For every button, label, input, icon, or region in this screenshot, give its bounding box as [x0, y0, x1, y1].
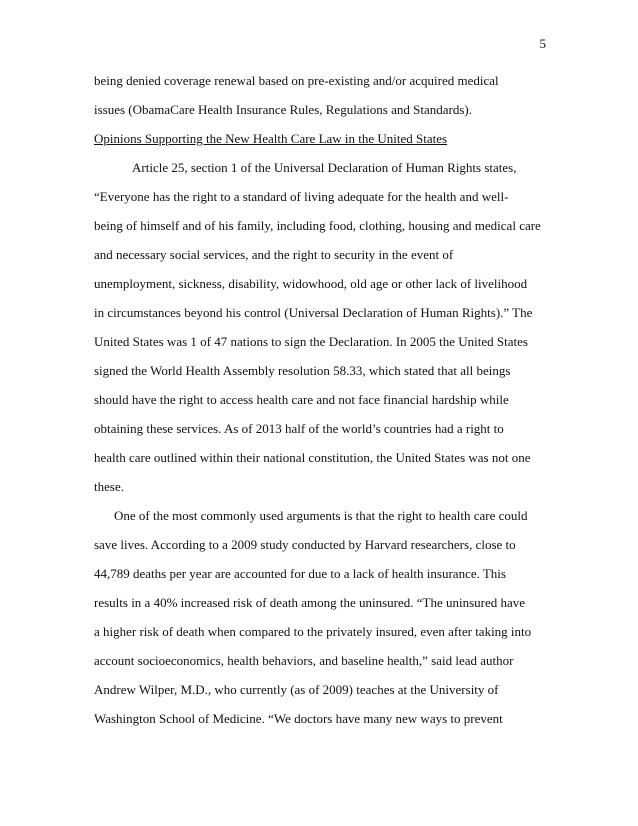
text-line: being denied coverage renewal based on pre-existing and/or acquired medical	[94, 73, 499, 88]
paragraph-saving-lives	[94, 501, 549, 733]
text-line: these.	[94, 479, 124, 494]
text-line: issues (ObamaCare Health Insurance Rules, Regulations and Standards).	[94, 102, 472, 117]
text-line: 44,789 deaths per year are accounted for due to a lack of health insurance. This	[94, 566, 506, 581]
text-line: signed the World Health Assembly resolution 58.33, which stated that all beings	[94, 363, 511, 378]
text-line: obtaining these services. As of 2013 half of the world’s countries had a right to	[94, 421, 504, 436]
text-line: should have the right to access health care and not face financial hardship while	[94, 392, 509, 407]
text-line: Andrew Wilper, M.D., who currently (as of 2009) teaches at the University of	[94, 682, 499, 697]
text-line: account socioeconomics, health behaviors, and baseline health,” said lead author	[94, 653, 514, 668]
text-line: being of himself and of his family, including food, clothing, housing and medical care	[94, 218, 541, 233]
text-line: Washington School of Medicine. “We doctors have many new ways to prevent	[94, 711, 503, 726]
document-body	[94, 66, 549, 733]
text-line: save lives. According to a 2009 study conducted by Harvard researchers, close to	[94, 537, 516, 552]
text-line: “Everyone has the right to a standard of living adequate for the health and well-	[94, 189, 509, 204]
text-line: and necessary social services, and the right to security in the event of	[94, 247, 454, 262]
text-line: health care outlined within their national constitution, the United States was not one	[94, 450, 531, 465]
section-heading: Opinions Supporting the New Health Care Law in the United States	[94, 131, 448, 146]
paragraph-human-rights	[94, 153, 549, 501]
text-line: Article 25, section 1 of the Universal Declaration of Human Rights states,	[132, 160, 517, 175]
text-line: in circumstances beyond his control (Universal Declaration of Human Rights).” The	[94, 305, 533, 320]
text-line: unemployment, sickness, disability, widowhood, old age or other lack of livelihood	[94, 276, 528, 291]
text-line: a higher risk of death when compared to the privately insured, even after taking into	[94, 624, 532, 639]
page-number: 5	[539, 36, 546, 51]
text-line: One of the most commonly used arguments is that the right to health care could	[114, 508, 528, 523]
text-line: United States was 1 of 47 nations to sign the Declaration. In 2005 the United States	[94, 334, 528, 349]
text-line: results in a 40% increased risk of death among the uninsured. “The uninsured have	[94, 595, 526, 610]
